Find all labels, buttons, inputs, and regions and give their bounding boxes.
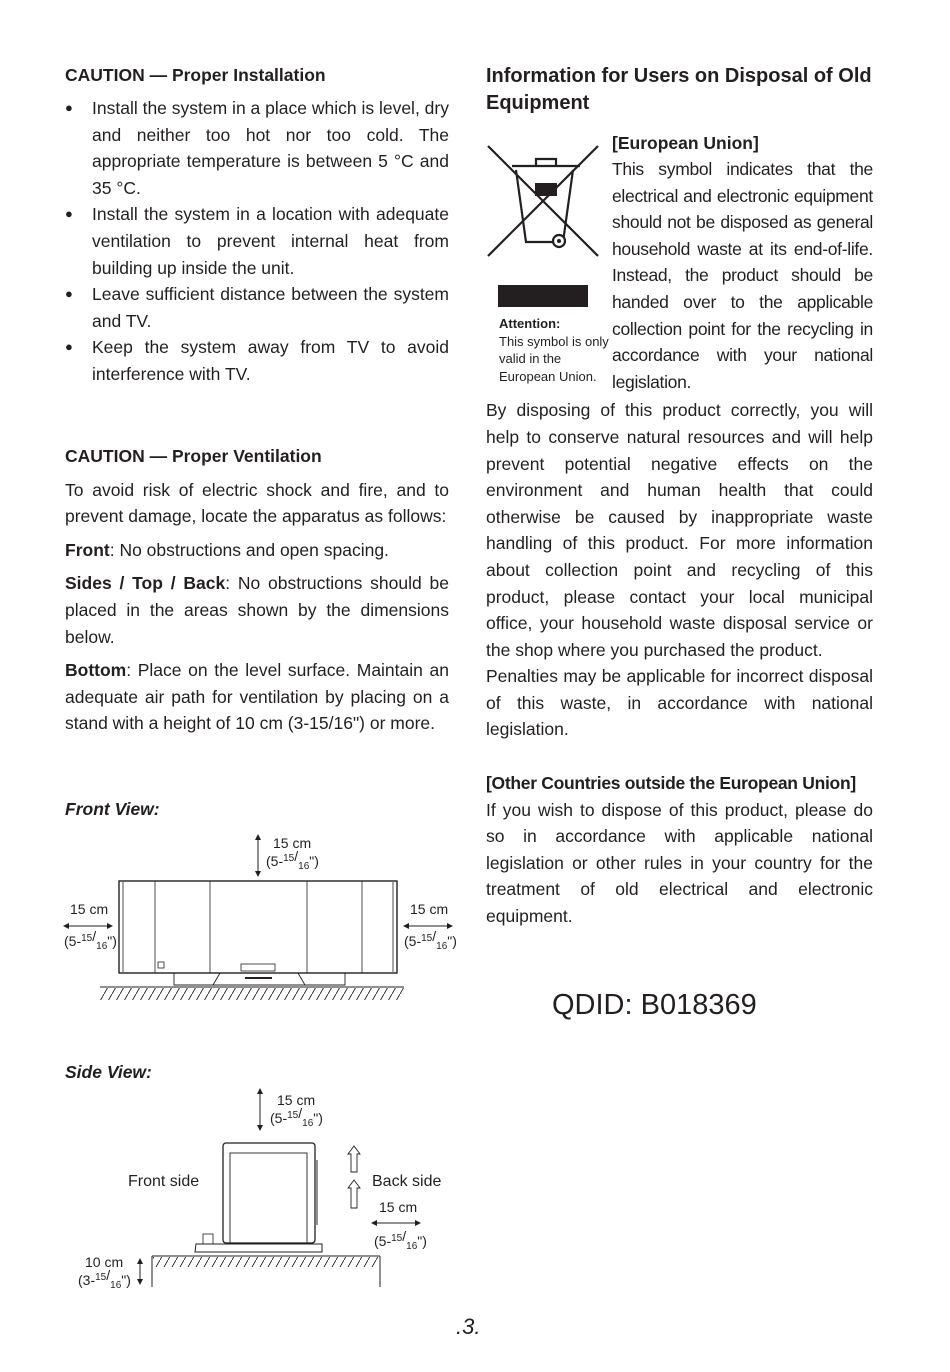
weee-symbol-area [486,130,612,395]
top-in-label: $(5-^{15}/_{16}")$ [270,1105,323,1129]
back-side-label: Back side [372,1173,442,1190]
left-in-label: $(5-^{15}/_{16}")$ [64,928,117,952]
airflow-arrow-icon [348,1180,360,1208]
ventilation-heading: CAUTION — Proper Ventilation [65,445,322,466]
disposal-title: Information for Users on Disposal of Old Equipment [486,65,872,114]
weee-black-bar [498,285,588,307]
top-cm-label: 15 cm [273,835,312,851]
qdid-label: QDID: B018369 [552,988,757,1021]
eu-text: This symbol indicates that the electrical and electronic equipment should not be disposed as general household waste at its end-of-life. Instead, the product should be handed over to the applicable collection point for the recycling in accordance with your national legislation. [612,159,873,392]
installation-heading: CAUTION — Proper Installation [65,65,326,85]
left-cm-label: 15 cm [70,901,109,917]
other-countries-heading: [Other Countries outside the European Union] [486,773,856,794]
right-in-label: $(5-^{15}/_{16}")$ [404,928,457,952]
front-label: Front [65,539,110,560]
disposal-para-1: By disposing of this product correctly, you will help to conserve natural resources and will help prevent potential negative effects on the environment and human health that could otherwise be caused by inappropriate waste handling of this product. For more information about collection point and recycling of this product, please contact your local municipal office, your household waste disposal service or the shop where you purchased the product. [486,400,873,660]
bottom-text: : Place on the level surface. Maintain an adequate air path for ventilation by placing on a stand with a height of 10 cm (3-15/16") or more. [65,660,449,734]
attention-note [499,315,609,385]
side-view-title: Side View: [65,1062,152,1082]
bottom-cm-label: 10 cm [85,1254,124,1270]
top-in-label: $(5-^{15}/_{16}")$ [266,848,319,872]
front-side-label: Front side [128,1173,200,1190]
front-text: : No obstructions and open spacing. [109,539,389,560]
front-view-diagram [64,835,457,1000]
unit-front-body [119,881,397,973]
disposal-para-2: Penalties may be applicable for incorrect disposal of this waste, in accordance with national legislation. [486,666,873,740]
eu-text-block [612,130,873,395]
sides-label: Sides / Top / Back [65,573,226,594]
bullet-item: ● Install the system in a place which is level, dry and neither too hot nor too cold. The appropriate temperature is between 5 °C and 35 °C. [65,95,449,201]
stand-hatch [153,1257,379,1267]
disc-slot [241,964,275,971]
eu-section [486,130,873,395]
bullet-item: ● Leave sufficient distance between the system and TV. [65,281,449,334]
back-cm-label: 15 cm [379,1199,418,1215]
eu-heading: [European Union] [612,133,759,153]
top-cm-label: 15 cm [277,1092,316,1108]
page-number: .3. [456,1314,481,1339]
front-view-title: Front View: [65,799,160,819]
bottom-label: Bottom [65,660,127,681]
attention-text: This symbol is only valid in the European Union. [499,333,609,384]
bottom-in-label: $(3-^{15}/_{16}")$ [78,1267,131,1291]
right-column-text [486,63,873,1022]
side-view-diagram [78,1089,441,1291]
floor-hatch [100,988,404,1000]
logo-icon [158,962,164,968]
sides-text: : No obstructions should be placed in the areas shown by the dimensions below. [65,573,449,647]
airflow-arrow-icon [348,1146,360,1172]
unit-side-body [223,1143,315,1243]
other-countries-text: If you wish to dispose of this product, please do so in accordance with applicable national legislation or other rules in your country for the treatment of old electrical and electronic equipment. [486,799,873,927]
disposal-body [486,397,873,743]
bullet-item: ● Install the system in a location with adequate ventilation to prevent internal heat from building up inside the unit. [65,201,449,281]
attention-label: Attention: [499,316,561,331]
bullet-item: ● Keep the system away from TV to avoid interference with TV. [65,334,449,387]
back-in-label: $(5-^{15}/_{16}")$ [374,1228,427,1252]
right-cm-label: 15 cm [410,901,449,917]
ventilation-intro: To avoid risk of electric shock and fire, and to prevent damage, locate the apparatus as follows: [65,479,449,527]
crossed-out-bin-icon [486,143,612,318]
